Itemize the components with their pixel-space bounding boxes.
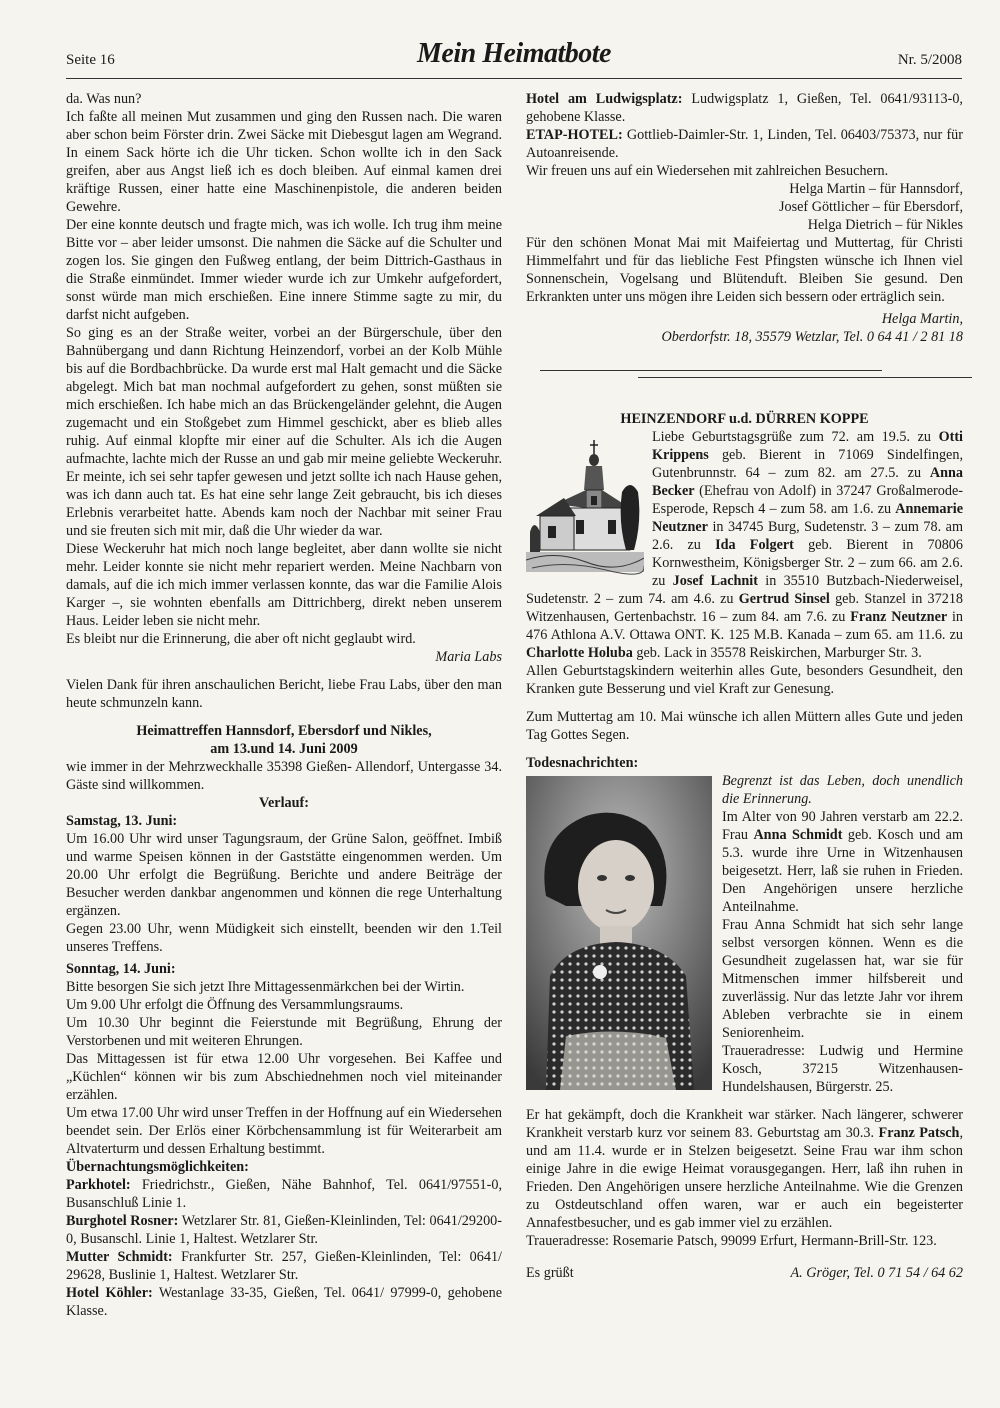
organizer-line: Josef Göttlicher – für Ebersdorf, <box>779 199 963 215</box>
schedule-heading: Verlauf: <box>259 795 309 811</box>
mourning-address: Traueradresse: Rosemarie Patsch, 99099 Erfurt, Hermann-Brill-Str. 123. <box>526 1233 937 1249</box>
left-column <box>66 90 502 1320</box>
obituary-heading: Todesnachrichten: <box>526 755 639 771</box>
hotel-entry: Mutter Schmidt: Frankfurter Str. 257, Gießen-Kleinlinden, Tel: 0641/ 29628, Buslinie 1, Haltest. Wetzlarer Str. <box>66 1249 502 1283</box>
lodging-heading: Übernachtungsmöglichkeiten: <box>66 1159 249 1175</box>
birthday-section <box>526 428 963 662</box>
obituary-text: Frau Anna Schmidt hat sich sehr lange selbst versorgen können. Wenn es die Gesundheit zugelassen hat, war sie für Mitmenschen immer hilfsbereit und zuverlässig. Nur das letzte Jahr vor ihrem Ableben verbrachte sie in einem Seniorenheim. <box>722 917 963 1041</box>
schedule-item: Um 16.00 Uhr wird unser Tagungsraum, der Grüne Salon, geöffnet. Imbiß und warme Speisen können in der Gaststätte eingenommen werden. Um 20.00 Uhr erfolgt die Begrüßung. Berichte und andere Beiträge der Besucher werden dankbar angenommen und können die rege Unterhaltung ergänzen. <box>66 831 502 919</box>
obituary-franz-patsch: Er hat gekämpft, doch die Krankheit war stärker. Nach längerer, schwerer Krankheit verstarb kurz vor seinem 83. Geburtstag am 30.3. Franz Patsch, und am 11.4. wurde er in Stelzen beigesetzt. Seine Frau war ihm schon einige Jahre in die ewige Heimat vorausgegangen. Herr, laß ihn ruhen in Frieden. Den Angehörigen unsere herzliche Anteilnahme. Wie die Grenzen zu Ostdeutschland offen waren, war er auch ein begeisterter Annafestbesucher, und es gab immer viel zu erzählen. <box>526 1107 963 1231</box>
hotel-entry: Burghotel Rosner: Wetzlarer Str. 81, Gießen-Kleinlinden, Tel: 0641/29200-0, Busanschl. Linie 1, Haltest. Wetzlarer Str. <box>66 1213 503 1247</box>
story-paragraph: Der eine konnte deutsch und fragte mich, was ich wolle. Ich trug ihm meine Bitte vor – aber leider umsonst. Die nahmen die Säcke auf die Schulter und zogen los. Sie gingen den Fußweg entlang, der beim Dittrich-Gasthaus in die Straße einmündet. Immer wieder wurde ich zur Umkehr aufgefordert, sonst würde man mich erschießen. Eine innere Stimme sagte zu mir, du darfst nicht aufgeben. <box>66 217 502 323</box>
right-column <box>526 90 963 1282</box>
obituary-text: Im Alter von 90 Jahren verstarb am 22.2. Frau Anna Schmidt geb. Kosch und am 5.3. wurde ihre Urne in Witzenhausen beigesetzt. Herr, laß sie ruhen in Frieden. Den Angehörigen unsere herzliche Anteilnahme. <box>722 809 964 915</box>
closing-greeting: Es grüßt <box>526 1265 574 1281</box>
hotel-entry: Hotel am Ludwigsplatz: Ludwigsplatz 1, Gießen, Tel. 0641/93113-0, gehobene Klasse. <box>526 91 963 125</box>
obituary-anna-schmidt <box>526 772 963 1096</box>
author-signature: Helga Martin, <box>881 311 963 327</box>
author-address: Oberdorfstr. 18, 35579 Wetzlar, Tel. 0 64 41 / 2 81 18 <box>661 329 963 345</box>
welcome-text: Wir freuen uns auf ein Wiedersehen mit zahlreichen Besuchern. <box>526 163 889 179</box>
sunday-heading: Sonntag, 14. Juni: <box>66 961 176 977</box>
schedule-item: Um etwa 17.00 Uhr wird unser Treffen in der Hoffnung auf ein Wiedersehen beendet sein. Der Erlös einer Körbchensammlung ist für Weiterarbeit am Altvaterturm und dessen Erhaltung bestimmt. <box>66 1105 502 1157</box>
section-divider <box>526 364 963 382</box>
birthday-list: Liebe Geburtstagsgrüße zum 72. am 19.5. zu Otti Krippens geb. Bierent in 71069 Sindelfingen, Gutenbrunnstr. 64 – zum 82. am 27.5. zu Anna Becker (Ehefrau von Adolf) in 37247 Großalmerode-Esperode, Repsch 4 – zum 58. am 1.6. zu Annemarie Neutzner in 34745 Burg, Sudetenstr. 3 – zum 78. am 2.6. zu Ida Folgert geb. Bierent in 70806 Kornwestheim, Königsberger Str. 2 – zum 66. am 2.6. zu Josef Lachnit in 35510 Butzbach-Niederweisel, Sudetenstr. 2 – zum 74. am 4.6. zu Gertrud Sinsel geb. Stanzel in 37218 Witzenhausen, Gertenbachstr. 16 – zum 84. am 7.6. zu Franz Neutzner in 476 Athlona A.V. Ottawa ONT. K. 125 M.B. Kanada – zum 65. am 11.6. zu Charlotte Holuba geb. Lack in 35578 Reiskirchen, Marburger Str. 3. <box>526 429 964 661</box>
portrait-photo <box>526 776 712 1090</box>
story-paragraph: Diese Weckeruhr hat mich noch lange begleitet, aber dann wollte sie nicht mehr. Leider konnte sie nicht mehr repariert werden. Meine Nachbarn von damals, auf die ich mich immer verlassen konnte, das war die Familie Alois Karger –, sie wohnten ebenfalls am Dittrichberg, direkt neben unserem Haus. Leider leben sie nicht mehr. <box>66 541 502 629</box>
author-signature: A. Gröger, Tel. 0 71 54 / 64 62 <box>790 1265 963 1281</box>
closing-signature <box>526 1264 963 1282</box>
schedule-item: Gegen 23.00 Uhr, wenn Müdigkeit sich einstellt, beenden wir den 1.Teil unseres Treffens. <box>66 921 502 955</box>
may-greeting: Für den schönen Monat Mai mit Maifeiertag und Muttertag, für Christi Himmelfahrt und für das liebliche Fest Pfingsten wünsche ich Ihnen viel Sonnenschein, Vogelsang und Blütenduft. Bleiben Sie gesund. Den Erkrankten unter uns mögen ihre Leiden sich bessern oder erträglich sein. <box>526 235 963 305</box>
author-signature: Maria Labs <box>435 649 502 665</box>
story-paragraph: Es bleibt nur die Erinnerung, die aber oft nicht geglaubt wird. <box>66 631 416 647</box>
hotel-entry: ETAP-HOTEL: Gottlieb-Daimler-Str. 1, Linden, Tel. 06403/75373, nur für Autoanreisende. <box>526 127 963 161</box>
schedule-item: Um 10.30 Uhr beginnt die Feierstunde mit Begrüßung, Ehrung der Verstorbenen und mit weiteren Ehrungen. <box>66 1015 502 1049</box>
birthday-wishes: Allen Geburtstagskindern weiterhin alles Gute, besonders Gesundheit, den Kranken gute Besserung und viel Kraft zur Genesung. <box>526 663 963 697</box>
schedule-item: Um 9.00 Uhr erfolgt die Öffnung des Versammlungsraums. <box>66 997 404 1013</box>
story-paragraph: So ging es an der Straße weiter, vorbei an der Bürgerschule, über den Bahnübergang und dann Richtung Heinzendorf, vorbei an der Kolb Mühle bis auf die Bordbachbrücke. Da wurde erst mal Halt gemacht und die Säcke abgelegt. Mich bat man nochmal aufgefordert zu gehen, sonst müßten sie mich erschießen. Ich habe mich an das Brückengeländer gelehnt, die Augen zugemacht und ein Stoßgebet zum Himmel geschickt, aber es blieb alles ruhig. Auf einmal klopfte mir einer auf die Schulter. Als ich die Augen aufmachte, lachte mich der Russe an und gab mir meine geliebte Weckeruhr. Er meinte, ich sei sehr tapfer gewesen und jetzt sollte ich nach Hause gehen, was ich dann auch tat. Es hat eine sehr lange Zeit gebraucht, bis ich dieses Erlebnis verarbeitet hatte. Abends kam noch der Nachbar mit seiner Frau und sie freuten sich mit mir, daß die Uhr wieder da war. <box>66 325 502 539</box>
page-number: Seite 16 <box>66 52 115 68</box>
section-title: HEINZENDORF u.d. DÜRREN KOPPE <box>620 411 869 427</box>
schedule-item: Das Mittagessen ist für etwa 12.00 Uhr vorgesehen. Bei Kaffee und „Küchlen“ können wir bis zum Abschiednehmen noch viel miteinander erzählen. <box>66 1051 502 1103</box>
story-paragraph: Ich faßte all meinen Mut zusammen und ging den Russen nach. Die waren aber schon beim Förster drin. Zwei Säcke mit Diebesgut lagen am Wegrand. In einem Sack hörte ich die Uhr ticken. Schon wollte ich in den Sack greifen, aber aus Angst ließ ich es doch bleiben. Auf einmal kamen drei kräftige Russen, einer hatte eine Maschinenpistole, die anderen beiden Gewehre. <box>66 109 502 215</box>
editor-thanks: Vielen Dank für ihren anschaulichen Bericht, liebe Frau Labs, über den man heute schmunzeln kann. <box>66 677 502 711</box>
page-header <box>66 38 962 79</box>
issue-number: Nr. 5/2008 <box>897 52 962 68</box>
schedule-item: Bitte besorgen Sie sich jetzt Ihre Mittagessenmärkchen bei der Wirtin. <box>66 979 465 995</box>
story-paragraph: da. Was nun? <box>66 91 142 107</box>
organizer-line: Helga Martin – für Hannsdorf, <box>789 181 963 197</box>
organizer-line: Helga Dietrich – für Nikles <box>807 217 963 233</box>
saturday-heading: Samstag, 13. Juni: <box>66 813 178 829</box>
meeting-title: Heimattreffen Hannsdorf, Ebersdorf und Nikles, am 13.und 14. Juni 2009 <box>136 723 432 757</box>
hotel-entry: Hotel Köhler: Westanlage 33-35, Gießen, Tel. 0641/ 97999-0, gehobene Klasse. <box>66 1285 503 1319</box>
obituary-quote: Begrenzt ist das Leben, doch unendlich die Erinnerung. <box>722 773 963 807</box>
mothers-day-greeting: Zum Muttertag am 10. Mai wünsche ich allen Müttern alles Gute und jeden Tag Gottes Segen. <box>526 709 963 743</box>
meeting-location: wie immer in der Mehrzweckhalle 35398 Gießen- Allendorf, Untergasse 34. Gäste sind willkommen. <box>66 759 502 793</box>
church-illustration-icon <box>526 432 644 582</box>
masthead: Mein Heimatbote <box>417 38 611 69</box>
mourning-address: Traueradresse: Ludwig und Hermine Kosch, 37215 Witzenhausen-Hundelshausen, Bürgerstr. 25. <box>722 1043 963 1095</box>
hotel-entry: Parkhotel: Friedrichstr., Gießen, Nähe Bahnhof, Tel. 0641/97551-0, Busanschluß Linie 1. <box>66 1177 502 1211</box>
